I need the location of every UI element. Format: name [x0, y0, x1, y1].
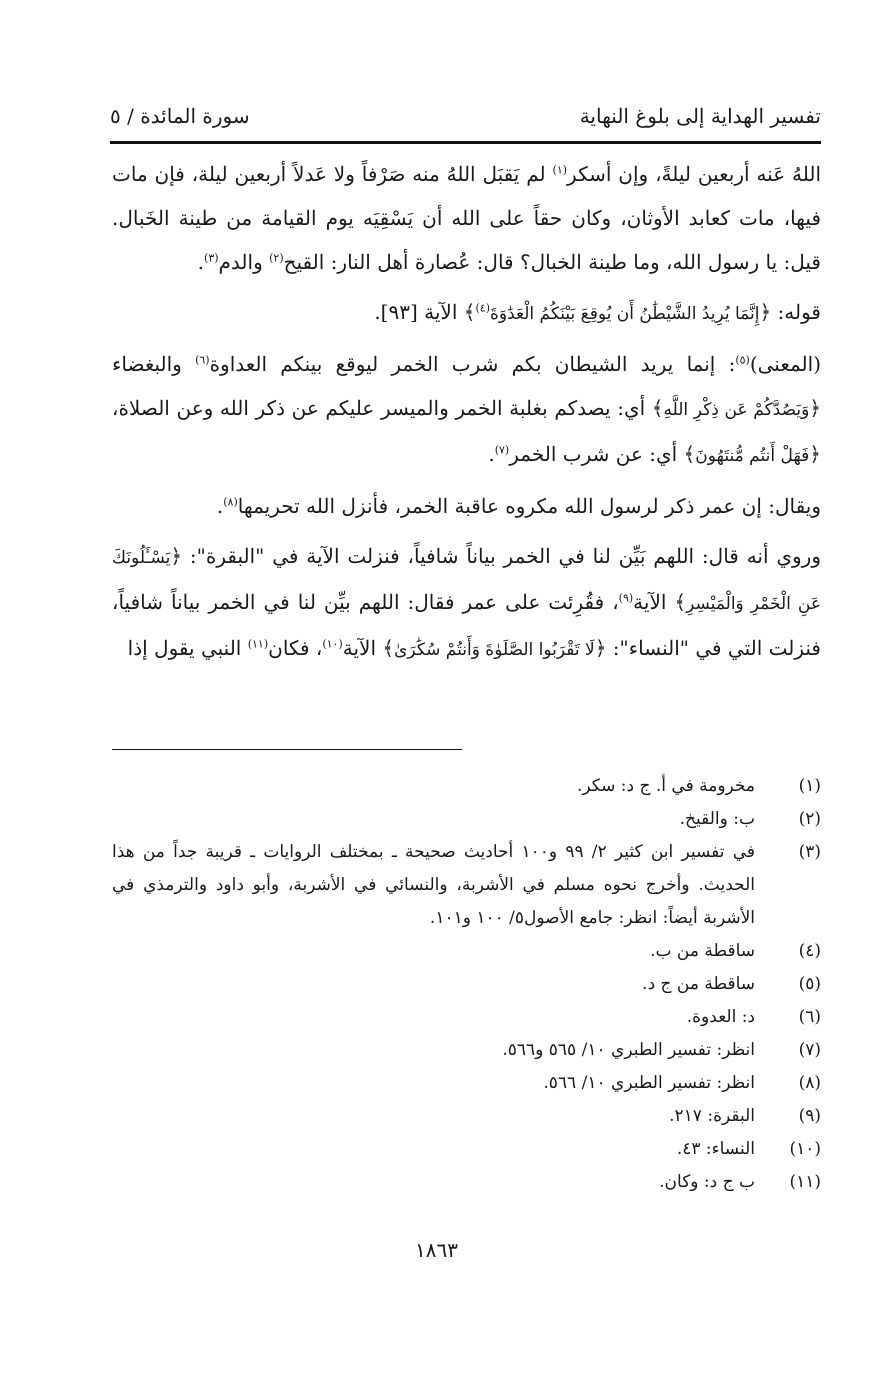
footnote-ref[interactable]: (٢) [269, 251, 284, 265]
footnote-item [112, 1067, 821, 1100]
footnote-text: انظر: تفسير الطبري ١٠/ ٥٦٥ و٥٦٦. [502, 1040, 755, 1060]
footnote-ref[interactable]: (١١) [247, 637, 269, 651]
footnote-text: ب ج د: وكان. [659, 1172, 755, 1192]
footnote-rule [112, 749, 462, 750]
footnote-text: ب: والقيخ. [679, 809, 755, 829]
page-number: ١٨٦٣ [415, 1238, 458, 1262]
footnote-text: د: العدوة. [686, 1007, 755, 1027]
footnote-number: (١٠) [789, 1139, 821, 1159]
footnote-text: انظر: تفسير الطبري ١٠/ ٥٦٦. [543, 1073, 755, 1093]
footnote-ref[interactable]: (٩) [618, 591, 634, 605]
text-run: ﴾ الآية [٩٣]. [374, 300, 476, 324]
paragraph-1 [112, 152, 821, 284]
footnote-text: ساقطة من ج د. [642, 974, 755, 994]
paragraph-2 [112, 290, 821, 336]
footnote-ref[interactable]: (٥) [735, 353, 750, 367]
footnote-number: (٢) [798, 809, 821, 829]
footnote-ref[interactable]: (١٠) [322, 637, 343, 651]
footnote-item [112, 1034, 821, 1067]
footnote-ref[interactable]: (١) [552, 163, 568, 177]
quran-verse: يَسْـَٔلُونَكَ عَنِ الْخَمْرِ وَالْمَيْسِرِ [112, 548, 821, 614]
footnote-ref[interactable]: (٤) [475, 301, 490, 315]
text-run: والبغضاء ﴿ [112, 352, 822, 420]
quran-verse: فَهَلْ أَنتُم مُّنتَهُونَ [695, 446, 810, 466]
quran-verse: إِنَّمَا يُرِيدُ الشَّيْطَٰنُ أَن يُوقِعَ بَيْنَكُمُ الْعَدَٰوَةَ [490, 304, 760, 324]
main-text [112, 152, 821, 672]
footnote-number: (١١) [789, 1172, 821, 1192]
footnote-text: ساقطة من ب. [650, 941, 755, 961]
text-run: ، فقُرِئت على عمر فقال: اللهم بيِّن لنا في الخمر بياناً شافياً، فنزلت التي في "النساء": ﴿ [112, 590, 821, 660]
text-run: ويقال: إن عمر ذكر لرسول الله مكروه عاقبة الخمر، فأنزل الله تحريمها [237, 494, 821, 518]
footnote-item [112, 1166, 821, 1199]
footnote-item [112, 1100, 821, 1133]
text-run: . [197, 250, 205, 274]
footnote-ref[interactable]: (٦) [195, 353, 210, 367]
quran-verse: لَا تَقْرَبُوا الصَّلَوٰةَ وَأَنتُمْ سُكَٰرَىٰ [394, 640, 595, 660]
text-run: . [216, 494, 224, 518]
footnote-item [112, 1001, 821, 1034]
text-run: النبي يقول إذا [127, 636, 248, 660]
footnote-number: (٥) [798, 974, 821, 994]
book-title: تفسير الهداية إلى بلوغ النهاية [579, 104, 821, 128]
text-run: ﴾ أي: يصدكم بغلبة الخمر والميسر عليكم عن ذكر الله وعن الصلاة، ﴿ [112, 396, 821, 466]
surah-label: سورة المائدة / ٥ [110, 104, 250, 128]
footnote-number: (٩) [798, 1106, 821, 1126]
footnote-text: البقرة: ٢١٧. [669, 1106, 755, 1126]
text-run: (المعنى) [749, 352, 821, 376]
footnote-item [112, 968, 821, 1001]
footnote-text: في تفسير ابن كثير ٢/ ٩٩ و١٠٠ أحاديث صحيحة ـ بمختلف الروايات ـ قريبة جداً من هذا الحديث. وأخرج نحوه مسلم في الأشربة، والنسائي في الأشربة، وأبو داود والترمذي في الأشربة أيضاً: انظر: جامع الأصول٥/ ١٠٠ و١٠١. [112, 842, 755, 928]
text-run: لم يَقبَل اللهُ منه صَرْفاً ولا عَدلاً أربعين ليلة، فإن مات فيها، مات كعابد الأوثان، وكان حقاً على الله أن يَسْقِيَه يوم القيامة من طينة الخَبال. قيل: يا رسول الله، وما طينة الخبال؟ قال: عُصارة أهل النار: القيح [112, 162, 822, 274]
footnote-number: (٣) [798, 842, 821, 862]
footnote-number: (٤) [798, 941, 821, 961]
text-run: ﴾ الآية [633, 590, 687, 614]
footnote-ref[interactable]: (٨) [223, 495, 238, 509]
paragraph-4 [112, 484, 821, 528]
paragraph-5 [112, 534, 821, 672]
text-run: . [488, 442, 495, 466]
footnote-number: (٨) [798, 1073, 821, 1093]
footnote-text: النساء: ٤٣. [676, 1139, 755, 1159]
footnote-item [112, 770, 821, 803]
footnotes [112, 770, 821, 1199]
text-run: قوله: ﴿ [759, 300, 821, 324]
footnote-ref[interactable]: (٣) [204, 251, 219, 265]
text-run: والدم [218, 250, 270, 274]
running-header [110, 96, 821, 136]
footnote-number: (٧) [798, 1040, 821, 1060]
text-run: ﴾ أي: عن شرب الخمر [509, 442, 696, 466]
text-run: ، فكان [268, 636, 323, 660]
footnote-text: مخرومة في أ. ج د: سكر. [576, 776, 755, 796]
footnote-item [112, 836, 821, 935]
text-run: : إنما يريد الشيطان بكم شرب الخمر ليوقع بينكم العداوة [209, 352, 736, 376]
footnote-number: (٦) [798, 1007, 821, 1027]
paragraph-3 [112, 342, 821, 478]
text-run: وروي أنه قال: اللهم بَيِّن لنا في الخمر بياناً شافياً، فنزلت الآية في "البقرة": ﴿ [170, 544, 821, 568]
header-rule [110, 141, 821, 144]
quran-verse: وَيَصُدَّكُمْ عَن ذِكْرِ اللَّهِ [663, 400, 810, 420]
text-run: اللهُ عَنه أربعين ليلةً، وإن أسكر [567, 162, 821, 186]
footnote-item [112, 935, 821, 968]
footnote-number: (١) [798, 776, 821, 796]
text-run: ﴾ الآية [342, 636, 395, 660]
footnote-item [112, 1133, 821, 1166]
footnote-ref[interactable]: (٧) [494, 443, 510, 457]
footnote-item [112, 803, 821, 836]
